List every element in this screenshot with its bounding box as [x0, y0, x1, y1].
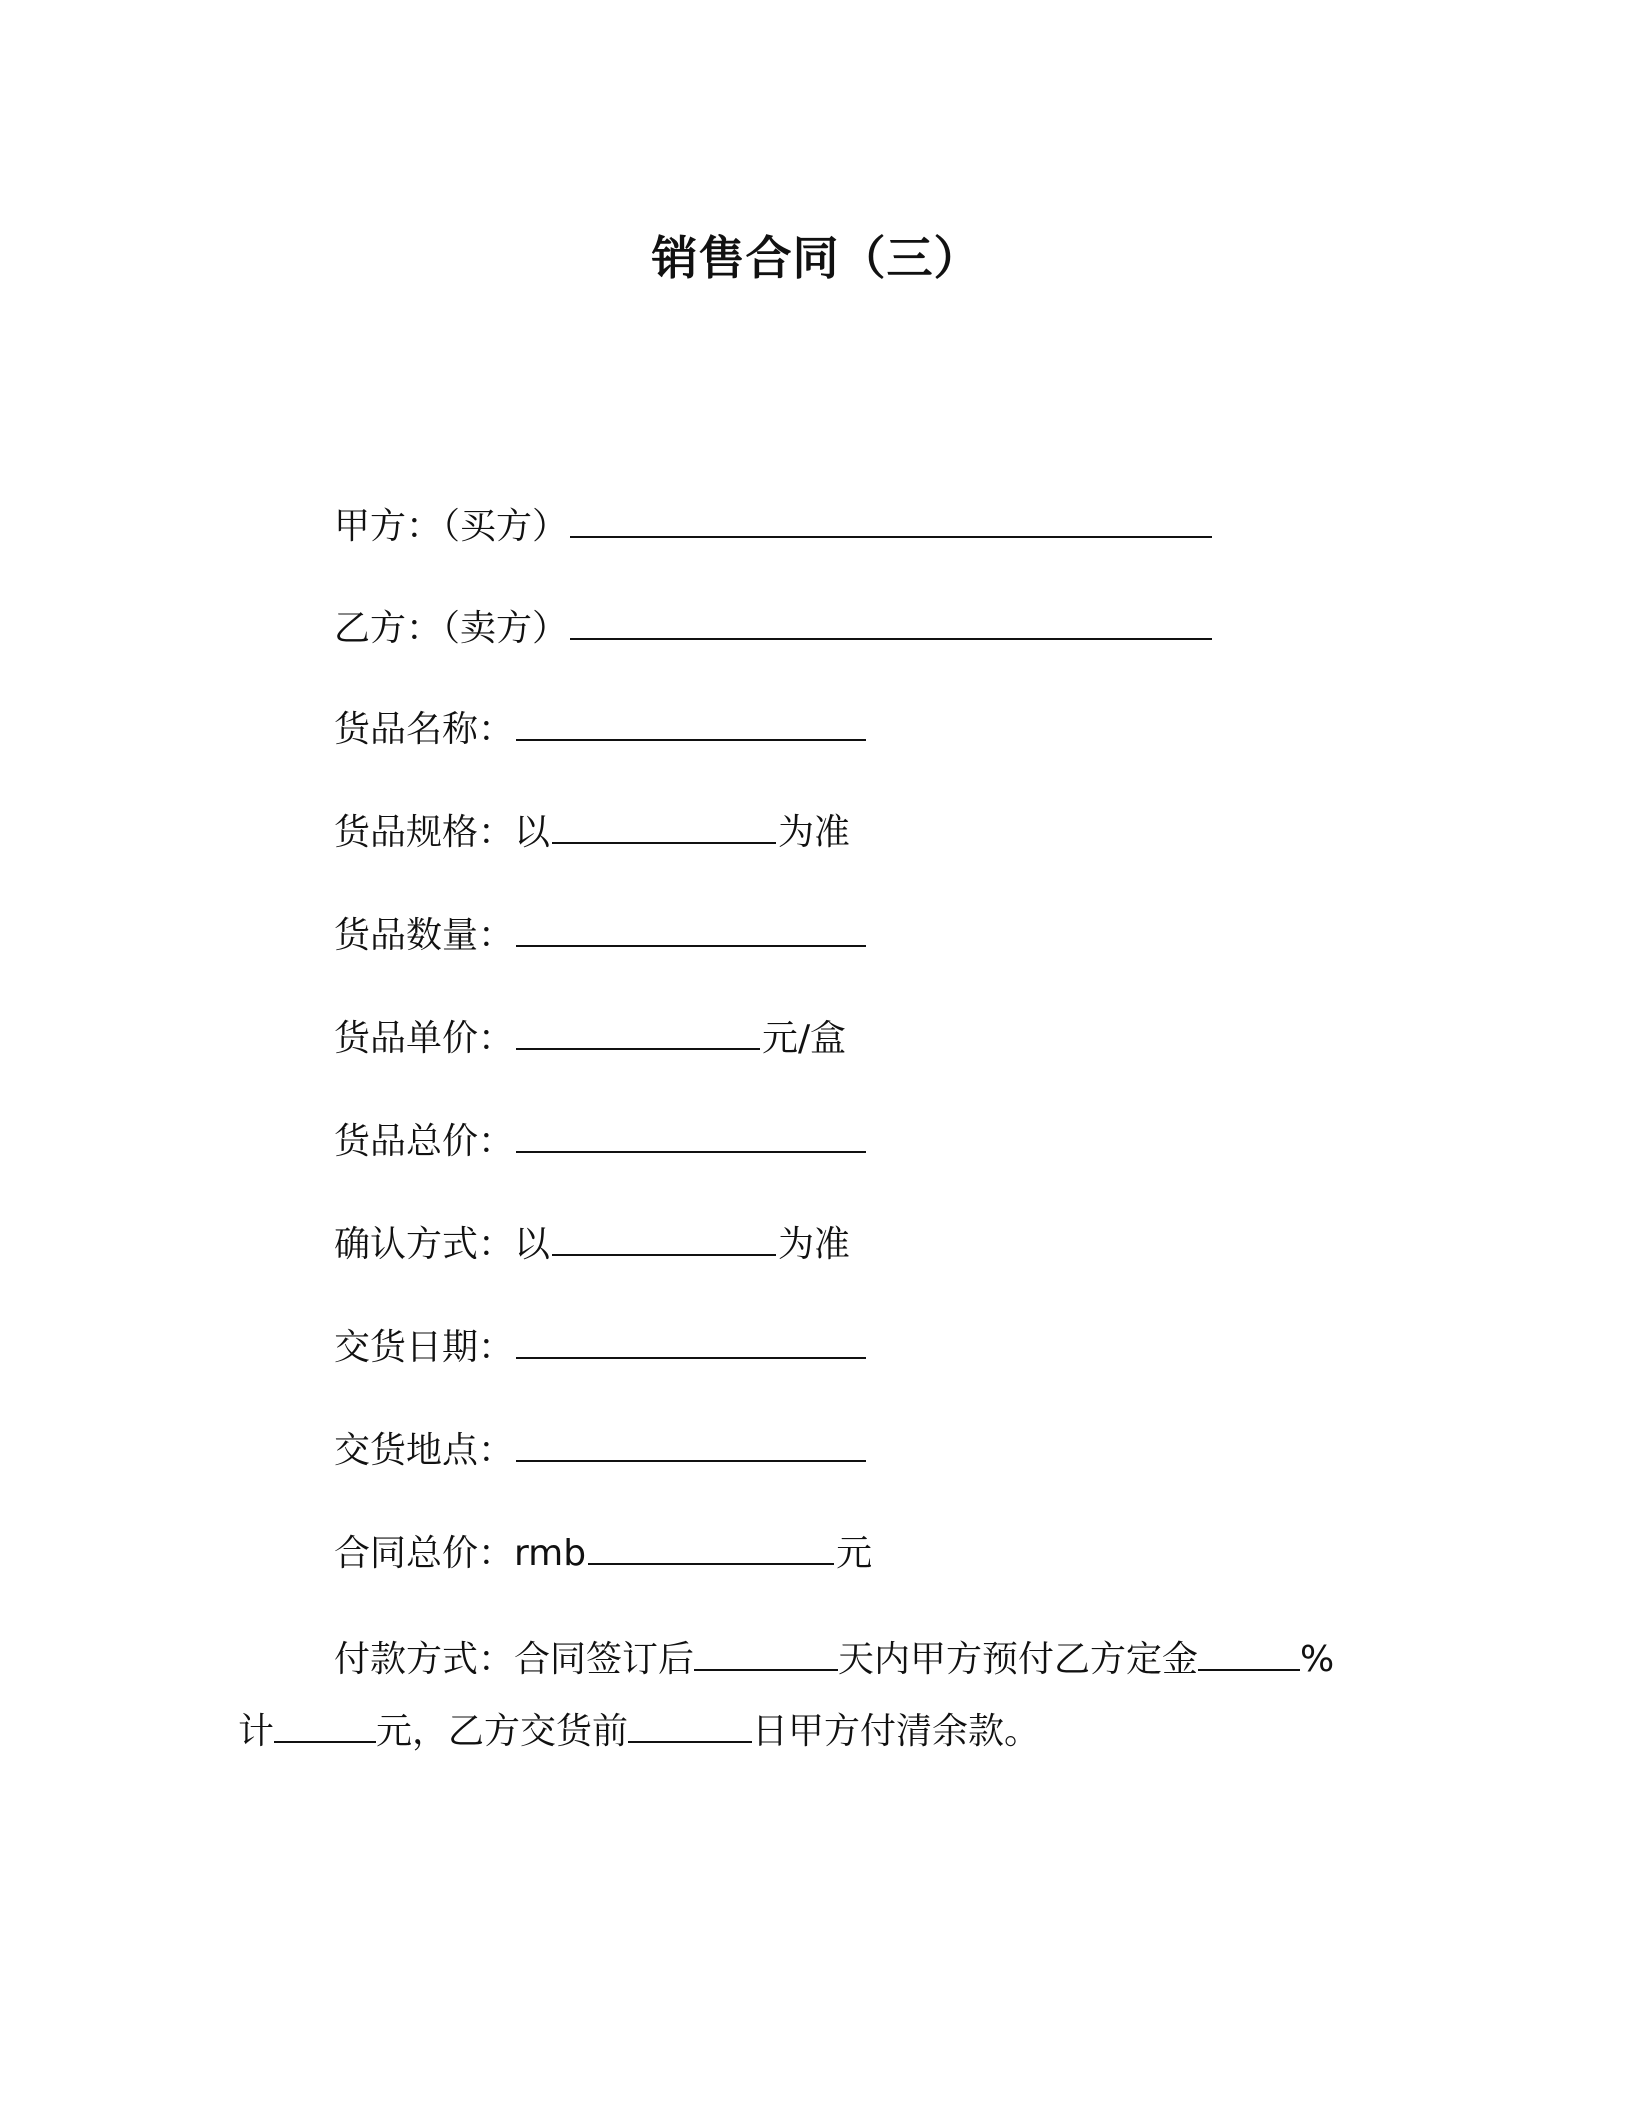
field-label: 确认方式：以 — [334, 1224, 551, 1265]
field-label: 交货地点： — [334, 1430, 515, 1471]
goods-name-blank[interactable] — [516, 703, 866, 741]
field-label: 货品数量： — [334, 915, 515, 956]
field-suffix: 元/盒 — [762, 1018, 847, 1059]
party-b-blank[interactable] — [570, 602, 1212, 640]
field-goods-qty — [334, 909, 868, 961]
field-delivery-date — [334, 1321, 868, 1373]
total-price-blank[interactable] — [516, 1115, 866, 1153]
deposit-amount-blank[interactable] — [274, 1705, 376, 1743]
unit-price-blank[interactable] — [516, 1012, 760, 1050]
contract-total-blank[interactable] — [588, 1527, 834, 1565]
confirm-method-blank[interactable] — [552, 1218, 776, 1256]
deposit-percent-blank[interactable] — [1198, 1633, 1300, 1671]
field-total-price — [334, 1115, 868, 1167]
field-suffix: 为准 — [778, 1224, 851, 1265]
field-suffix: 为准 — [778, 812, 851, 853]
field-contract-total — [334, 1527, 872, 1579]
field-label: 货品总价： — [334, 1121, 515, 1162]
balance-days-blank[interactable] — [628, 1705, 752, 1743]
field-label: 交货日期： — [334, 1327, 515, 1368]
field-label: 货品单价： — [334, 1018, 515, 1059]
party-a-blank[interactable] — [570, 500, 1212, 538]
field-party-a — [334, 500, 1214, 552]
goods-qty-blank[interactable] — [516, 909, 866, 947]
field-goods-name — [334, 703, 868, 755]
payment-text-3: 元，乙方交货前 — [376, 1711, 629, 1752]
field-label: 甲方：（买方） — [334, 506, 569, 547]
payment-terms-paragraph — [238, 1624, 1358, 1768]
field-label: 货品名称： — [334, 709, 515, 750]
field-confirm-method — [334, 1218, 850, 1270]
payment-label: 付款方式：合同签订后 — [334, 1639, 695, 1680]
field-party-b — [334, 602, 1214, 654]
goods-spec-blank[interactable] — [552, 806, 776, 844]
field-delivery-place — [334, 1424, 868, 1476]
field-goods-spec — [334, 806, 850, 858]
payment-text-1: 天内甲方预付乙方定金 — [838, 1639, 1199, 1680]
delivery-date-blank[interactable] — [516, 1321, 866, 1359]
field-unit-price — [334, 1012, 846, 1064]
field-label: 乙方：（卖方） — [334, 608, 569, 649]
payment-text-2: %计 — [238, 1639, 1335, 1752]
payment-text-4: 日甲方付清余款。 — [752, 1711, 1041, 1752]
field-label: 合同总价：rmb — [334, 1533, 587, 1574]
field-suffix: 元 — [836, 1533, 873, 1574]
page-title: 销售合同（三） — [651, 231, 981, 285]
delivery-place-blank[interactable] — [516, 1424, 866, 1462]
field-label: 货品规格：以 — [334, 812, 551, 853]
payment-days-blank[interactable] — [694, 1633, 838, 1671]
